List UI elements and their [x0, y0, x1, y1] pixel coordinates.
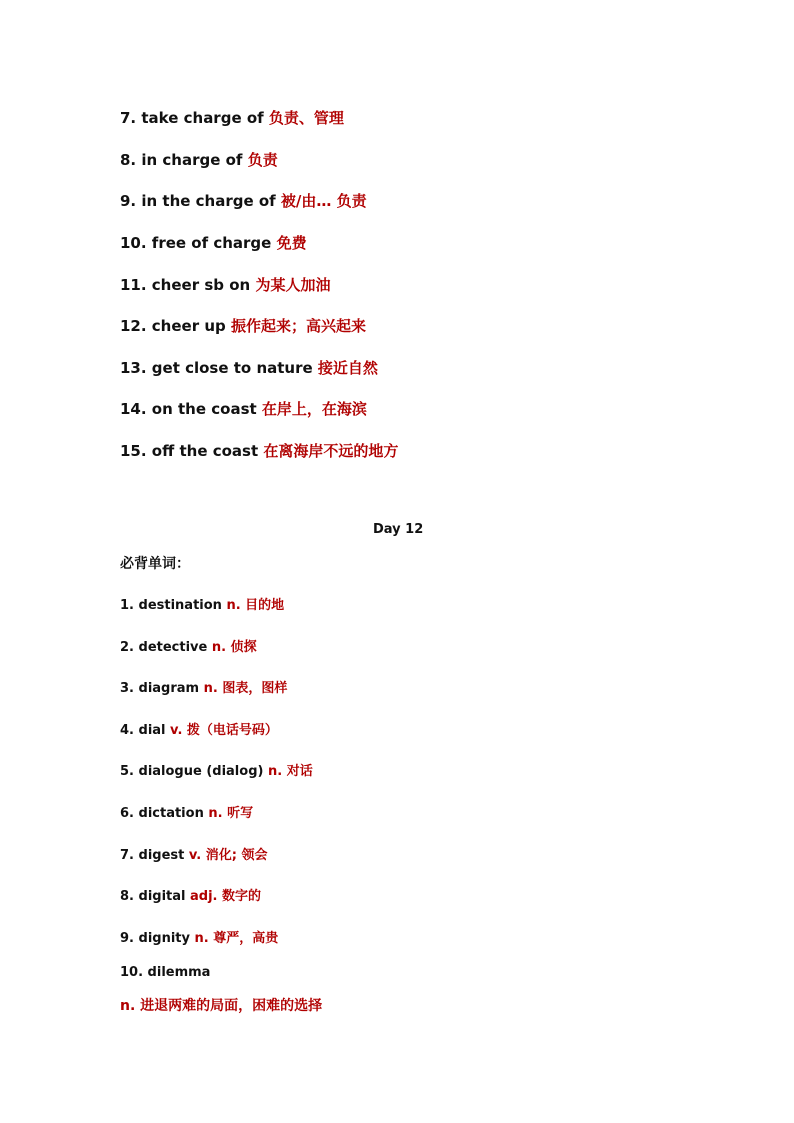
phrase-chinese: 振作起来；高兴起来: [230, 317, 366, 335]
word-definition: n. 尊严，高贵: [194, 931, 279, 946]
word-english: 10. dilemma: [120, 965, 211, 980]
word-item: [120, 885, 261, 904]
phrase-english: 8. in charge of: [120, 151, 248, 169]
word-definition: n. 听写: [208, 806, 254, 821]
phrase-chinese: 负责、管理: [268, 109, 344, 127]
dilemma-definition: n. 进退两难的局面，困难的选择: [120, 998, 323, 1014]
phrase-item: [120, 190, 367, 211]
word-english: 3. diagram: [120, 681, 204, 696]
phrase-english: 15. off the coast: [120, 442, 264, 460]
phrase-english: 14. on the coast: [120, 400, 262, 418]
word-item: [120, 719, 278, 738]
phrase-chinese: 免费: [276, 234, 307, 252]
word-english: 1. destination: [120, 598, 227, 613]
phrase-english: 7. take charge of: [120, 109, 269, 127]
word-definition: v. 拨（电话号码）: [170, 723, 278, 738]
word-english: 8. digital: [120, 889, 191, 904]
word-item: [120, 677, 287, 696]
word-english: 9. dignity: [120, 931, 195, 946]
phrase-item: [120, 274, 330, 295]
word-item: [120, 594, 284, 613]
word-english: 7. digest: [120, 848, 189, 863]
phrase-english: 11. cheer sb on: [120, 276, 256, 294]
word-english: 6. dictation: [120, 806, 209, 821]
word-definition: n. 图表，图样: [203, 681, 288, 696]
phrase-english: 12. cheer up: [120, 317, 231, 335]
word-definition: n. 侦探: [211, 640, 257, 655]
word-item: [120, 927, 278, 946]
phrase-english: 10. free of charge: [120, 234, 277, 252]
phrase-item: [120, 315, 366, 336]
word-english: 4. dial: [120, 723, 171, 738]
phrase-chinese: 为某人加油: [255, 276, 331, 294]
word-definition: adj. 数字的: [190, 889, 262, 904]
phrase-english: 13. get close to nature: [120, 359, 318, 377]
word-item: [120, 636, 257, 655]
phrase-item: [120, 149, 278, 170]
word-item: [120, 965, 210, 980]
phrase-item: [120, 440, 398, 461]
word-item: [120, 844, 267, 863]
phrase-english: 9. in the charge of: [120, 192, 281, 210]
phrase-item: [120, 107, 344, 128]
phrase-chinese: 在离海岸不远的地方: [263, 442, 399, 460]
day-title: Day 12: [373, 522, 424, 537]
word-definition: n. 对话: [267, 764, 313, 779]
phrase-chinese: 被/由… 负责: [280, 192, 367, 210]
word-item: [120, 802, 253, 821]
word-english: 2. detective: [120, 640, 212, 655]
word-definition: v. 消化; 领会: [188, 848, 268, 863]
phrase-item: [120, 357, 378, 378]
word-item: [120, 760, 313, 779]
phrase-chinese: 负责: [247, 151, 278, 169]
word-english: 5. dialogue (dialog): [120, 764, 268, 779]
phrase-chinese: 在岸上，在海滨: [261, 400, 367, 418]
word-definition: n. 目的地: [226, 598, 285, 613]
section-label: 必背单词：: [120, 556, 190, 572]
phrase-item: [120, 398, 367, 419]
phrase-chinese: 接近自然: [317, 359, 378, 377]
phrase-item: [120, 232, 307, 253]
